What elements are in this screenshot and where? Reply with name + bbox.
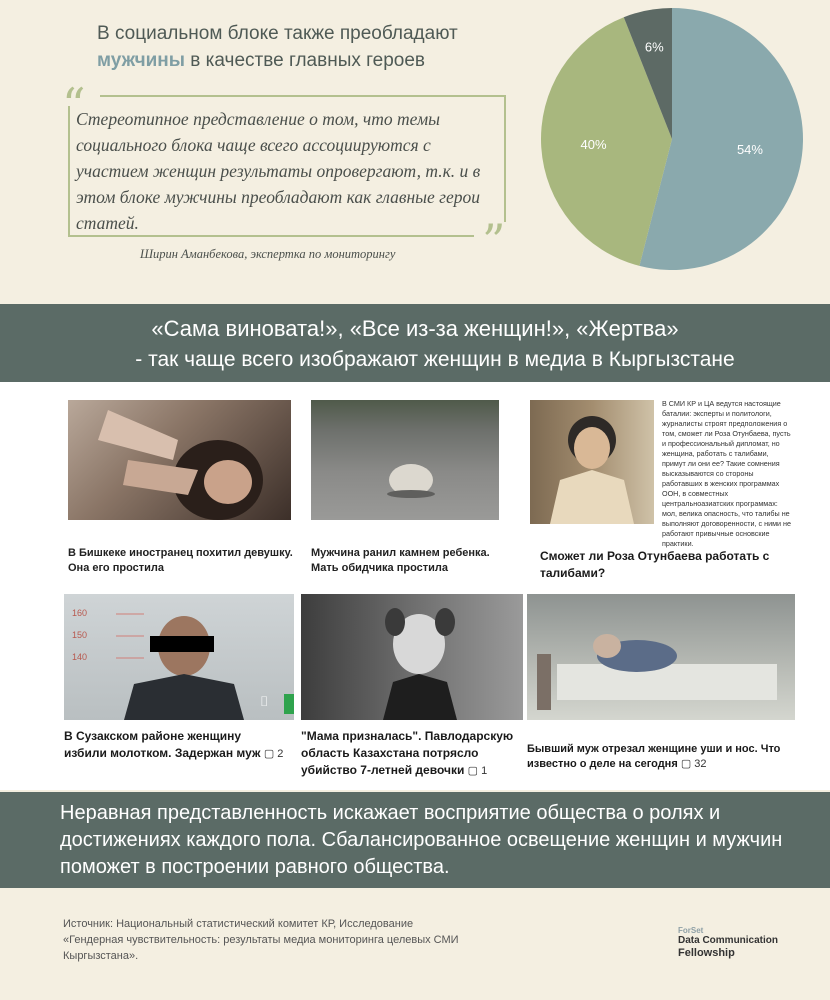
- news-image-man[interactable]: [64, 594, 294, 720]
- news-caption[interactable]: [301, 728, 523, 780]
- photo-illustration: [527, 594, 795, 720]
- headline-banner: [0, 304, 830, 382]
- quote-close-icon: ”: [482, 214, 506, 268]
- conclusion-banner: [0, 792, 830, 888]
- comment-count: 1: [481, 765, 488, 777]
- banner-line1: «Сама виновата!», «Все из-за женщин!», «Жертва»: [151, 316, 679, 341]
- news-sidebar-text: В СМИ КР и ЦА ведутся настоящие баталии: эксперты и политологи, журналисты строят предположения о том, сможет ли Роза Отунбаева, пусть и профессиональный дипломат, но женщина, работать с талибами, примут ли они ее? Такие сомнения высказываются со стороны работавших в женских программах ООН, в совместных центральноазиатских программах: мол, велика опасность, что талибы не выполняют договоренности, с ними не работают привычные основские практики.: [662, 399, 791, 548]
- footer: [0, 888, 830, 1000]
- section-heading: [97, 20, 517, 74]
- heading-accent: мужчины: [97, 50, 186, 71]
- height-ruler-label: 140: [72, 652, 88, 662]
- news-caption[interactable]: В Бишкеке иностранец похитил девушку. Она его простила: [68, 547, 293, 574]
- camera-icon: ⌷: [260, 693, 269, 709]
- speech-bubble-icon: ▢: [680, 758, 695, 770]
- news-caption[interactable]: [527, 742, 799, 772]
- pie-label: 6%: [644, 39, 664, 55]
- photo-illustration: [311, 400, 499, 520]
- quote-author: Ширин Аманбекова, экспертка по мониторингу: [140, 247, 396, 261]
- conclusion-text: Неравная представленность искажает восприятие общества о ролях и достижениях каждого пола. Сбалансированное освещение женщин и мужчин поможет в построении равного общества.: [60, 802, 783, 878]
- pie-label: 54%: [736, 141, 763, 157]
- top-section: [0, 0, 830, 300]
- photo-illustration: [301, 594, 523, 720]
- speech-bubble-icon: ▢: [467, 765, 482, 777]
- comment-count: 2: [277, 748, 284, 760]
- quote-open-icon: “: [62, 78, 86, 132]
- source-text: Источник: Национальный статистический комитет КР, Исследование «Гендерная чувствительность: результаты медиа мониторинга целевых СМИ Кыргызстана».: [63, 918, 459, 962]
- height-ruler-label: 160: [72, 608, 88, 618]
- photo-illustration: [530, 400, 654, 524]
- news-image-hospital[interactable]: [527, 594, 795, 720]
- forset-logo: [678, 926, 798, 960]
- news-collage: [0, 382, 830, 790]
- news-image-portrait[interactable]: [530, 400, 654, 524]
- news-caption[interactable]: [64, 728, 284, 763]
- news-caption-text: "Мама призналась". Павлодарскую область Казахстана потрясло убийство 7-летней девочки: [301, 729, 514, 777]
- speech-bubble-icon: ▢: [263, 748, 278, 760]
- logo-line1: ForSet: [678, 926, 704, 935]
- news-image-stone[interactable]: [311, 400, 499, 520]
- heading-line1: В социальном блоке также преобладают: [97, 23, 458, 44]
- comment-count: 32: [694, 758, 707, 770]
- news-image-girl[interactable]: [301, 594, 523, 720]
- logo-line3: Fellowship: [678, 947, 735, 959]
- quote-text: Стереотипное представление о том, что темы социального блока чаще всего ассоциируются с участием женщин результаты опровергают, т.к. и в этом блоке мужчины преобладают как главные герои статей.: [76, 109, 481, 233]
- photo-illustration: [68, 400, 291, 520]
- logo-line2: Data Communication: [678, 935, 779, 946]
- news-caption-text: В Сузакском районе женщину избили молотком. Задержан муж: [64, 729, 261, 760]
- heading-rest: в качестве главных героев: [185, 50, 426, 71]
- height-ruler-label: 150: [72, 630, 88, 640]
- news-caption-text: Бывший муж отрезал женщине уши и нос. Что известно о деле на сегодня: [527, 743, 781, 770]
- news-image-woman[interactable]: [68, 400, 291, 520]
- pie-label: 40%: [580, 136, 607, 152]
- news-caption[interactable]: Сможет ли Роза Отунбаева работать с талибами?: [540, 549, 770, 580]
- pie-chart: [526, 4, 818, 274]
- news-caption[interactable]: Мужчина ранил камнем ребенка. Мать обидчика простила: [311, 547, 490, 574]
- banner-line2: - так чаще всего изображают женщин в медиа в Кыргызстане: [135, 348, 735, 371]
